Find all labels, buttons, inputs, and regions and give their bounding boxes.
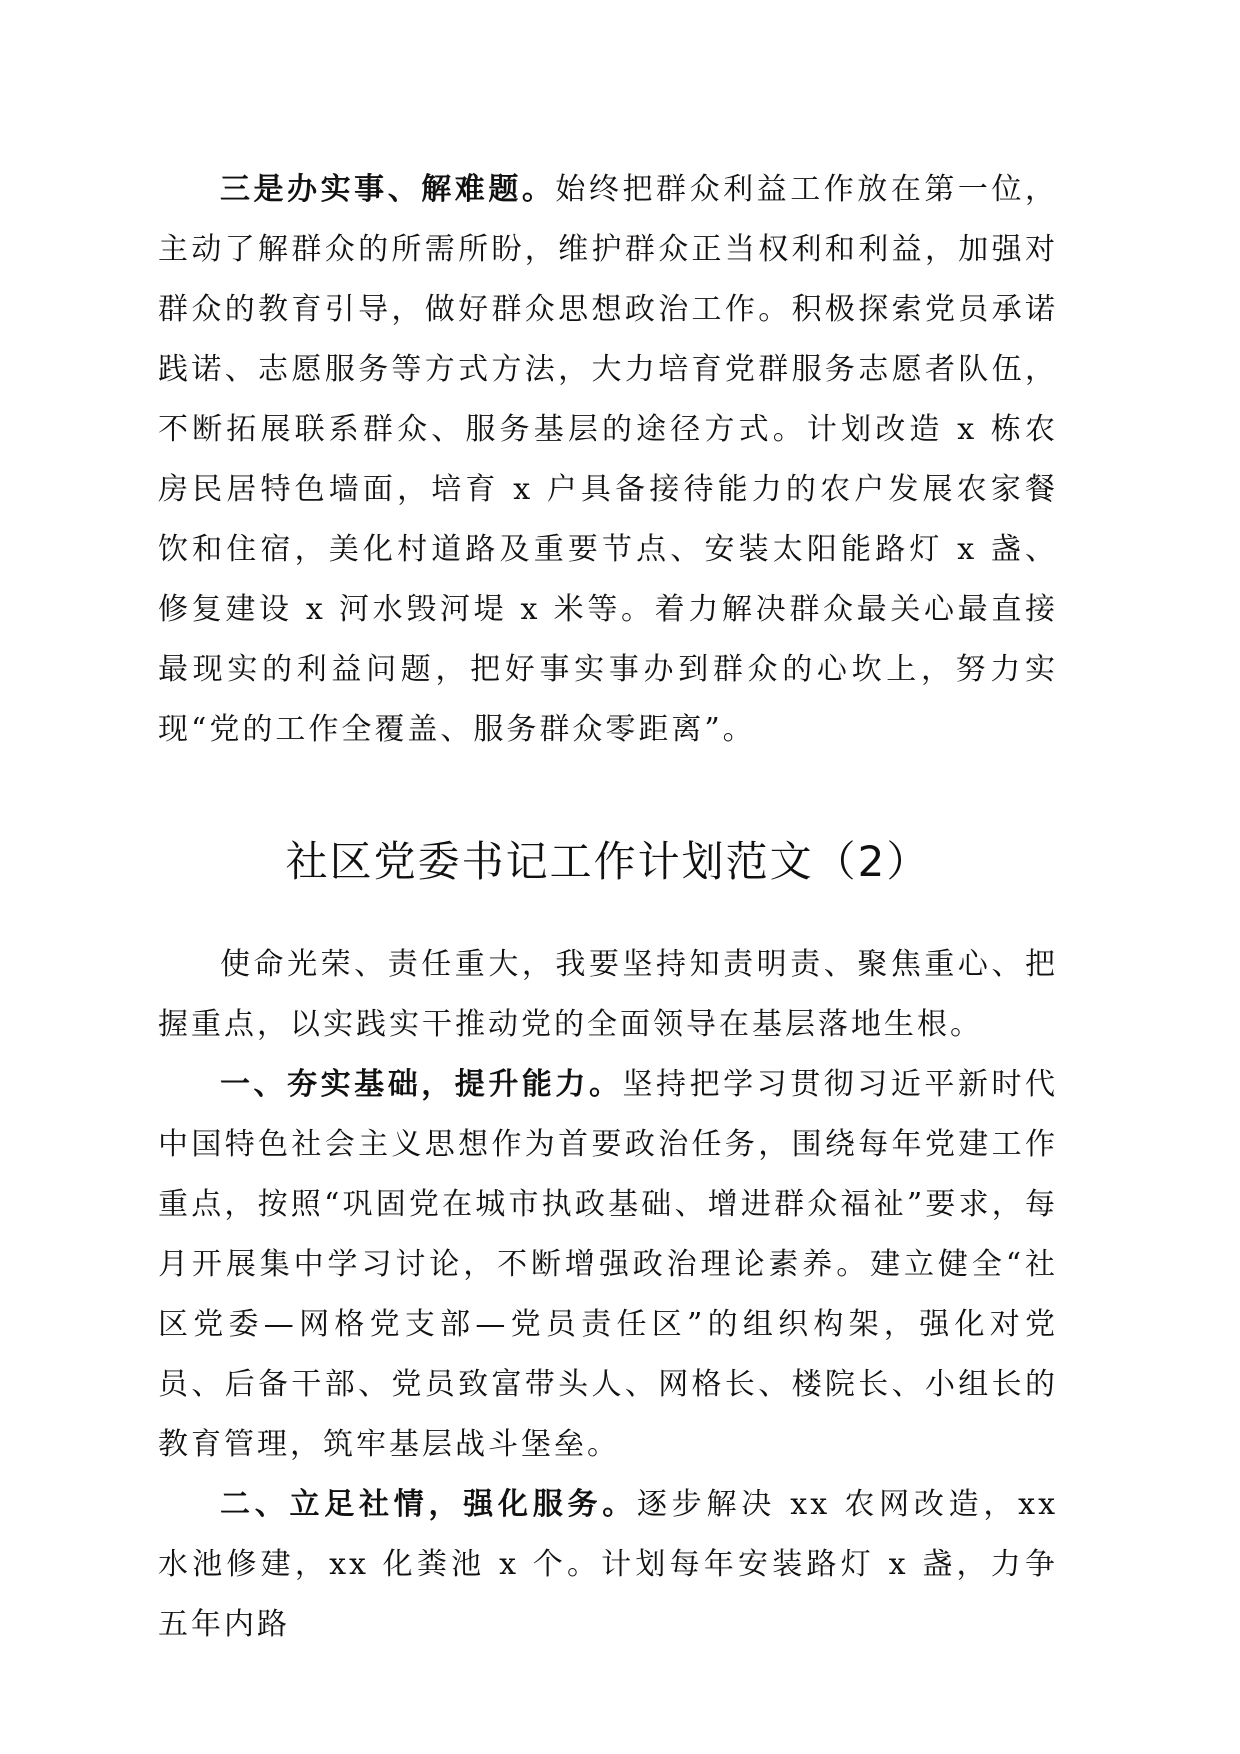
document-title: 社区党委书记工作计划范文（2）	[285, 837, 931, 886]
paragraph-lead-heading: 三是办实事、解难题。	[220, 172, 556, 207]
item-paragraph-2	[158, 1475, 1058, 1655]
paragraph-body: 始终把群众利益工作放在第一位，主动了解群众的所需所盼，维护群众正当权利和利益，加强对群众的教育引导，做好群众思想政治工作。积极探索党员承诺践诺、志愿服务等方式方法，大力培育党群服务志愿者队伍，不断拓展联系群众、服务基层的途径方式。计划改造 x 栋农房民居特色墙面，培育 x 户具备接待能力的农户发展农家餐饮和住宿，美化村道路及重要节点、安装太阳能路灯 x 盏、修复建设 x 河水毁河堤 x 米等。着力解决群众最关心最直接最现实的利益问题，把好事实事办到群众的心坎上，努力实现“党的工作全覆盖、服务群众零距离”。	[158, 172, 1059, 747]
item-2-lead-heading: 二、立足社情，强化服务。	[220, 1487, 637, 1522]
intro-paragraph: 使命光荣、责任重大，我要坚持知责明责、聚焦重心、把握重点，以实践实干推动党的全面领导在基层落地生根。	[158, 947, 1058, 1042]
item-2-body: 逐步解决 xx 农网改造，xx 水池修建，xx 化粪池 x 个。计划每年安装路灯 x 盏，力争五年内路	[158, 1487, 1058, 1642]
item-1-lead-heading: 一、夯实基础，提升能力。	[220, 1067, 623, 1102]
section-2	[158, 935, 1058, 1655]
item-1-body: 坚持把学习贯彻习近平新时代中国特色社会主义思想作为首要政治任务，围绕每年党建工作重点，按照“巩固党在城市执政基础、增进群众福祉”要求，每月开展集中学习讨论，不断增强政治理论素养。建立健全“社区党委—网格党支部—党员责任区”的组织构架，强化对党员、后备干部、党员致富带头人、网格长、楼院长、小组长的教育管理，筑牢基层战斗堡垒。	[158, 1067, 1058, 1462]
item-paragraph-1	[158, 1055, 1058, 1475]
paragraph-three-practical-matters	[158, 160, 1058, 760]
section-1	[158, 160, 1058, 760]
